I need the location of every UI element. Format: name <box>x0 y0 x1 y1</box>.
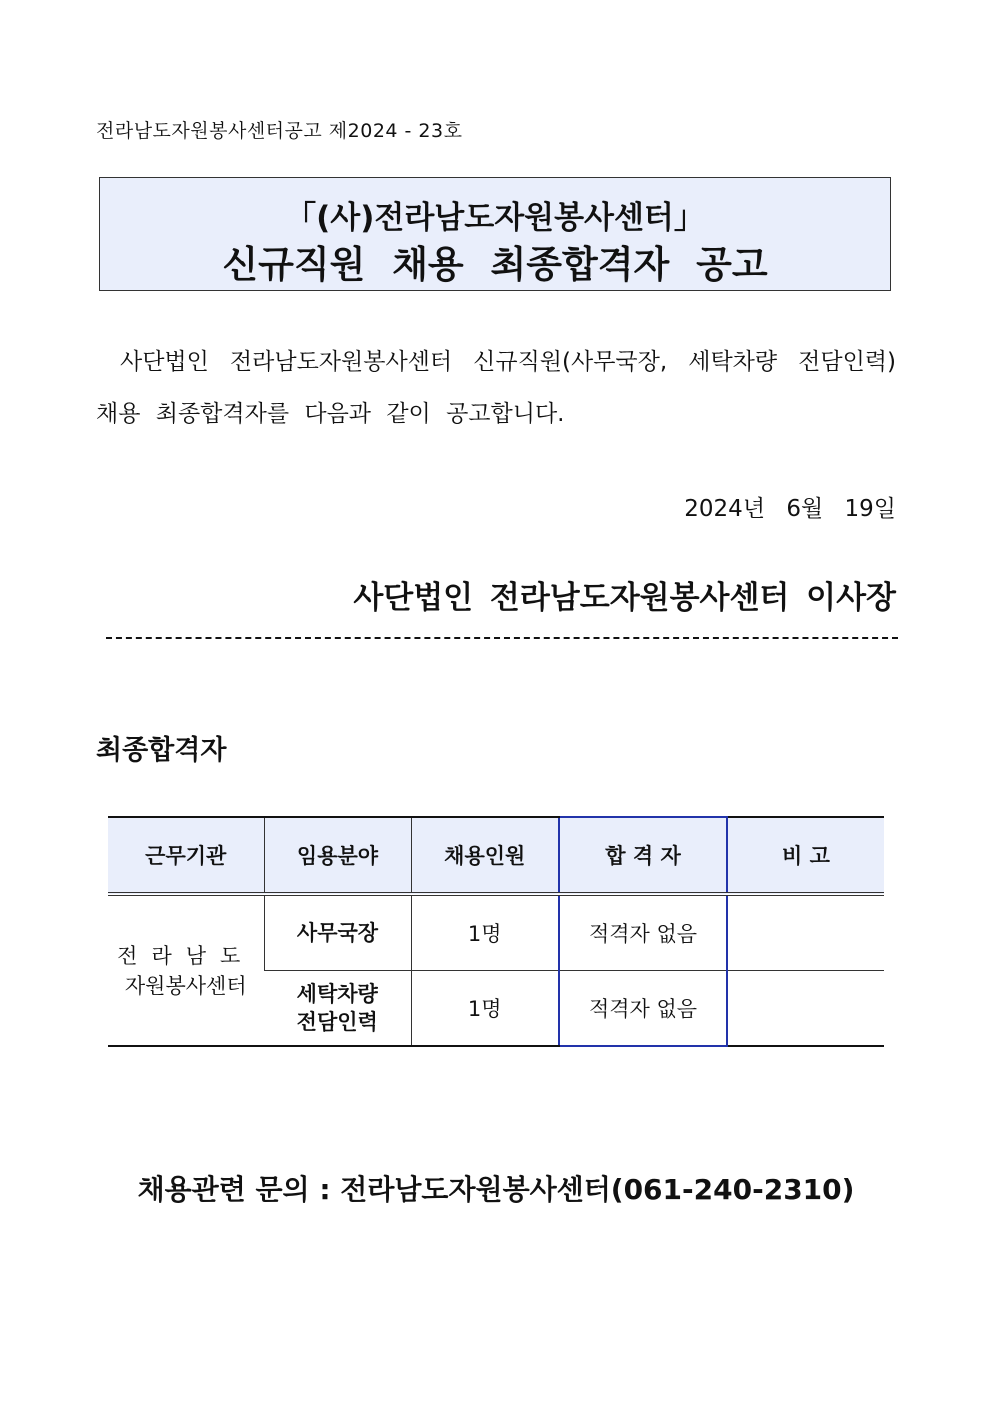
header-result: 합 격 자 <box>559 817 727 894</box>
title-main: 신규직원 채용 최종합격자 공고 <box>222 243 768 286</box>
field-cell <box>264 971 411 1047</box>
dashed-divider <box>106 637 898 639</box>
title-box <box>99 177 891 291</box>
org-cell <box>108 894 264 1046</box>
field-line-1: 세탁차량 <box>296 982 378 1006</box>
announcement-date: 2024년 6월 19일 <box>684 496 896 522</box>
count-cell: 1명 <box>411 971 559 1047</box>
note-cell <box>727 894 884 971</box>
header-note: 비 고 <box>727 817 884 894</box>
title-organization: 「(사)전라남도자원봉사센터」 <box>285 200 705 236</box>
table-row <box>108 894 884 971</box>
field-line-2: 전담인력 <box>296 1010 378 1034</box>
section-title: 최종합격자 <box>96 735 227 766</box>
result-table <box>108 816 884 1047</box>
signer: 사단법인 전라남도자원봉사센터 이사장 <box>353 580 896 616</box>
header-field: 임용분야 <box>264 817 411 894</box>
org-line-2: 자원봉사센터 <box>124 973 247 998</box>
count-cell: 1명 <box>411 894 559 971</box>
note-cell <box>727 971 884 1047</box>
field-cell: 사무국장 <box>264 894 411 971</box>
result-cell: 적격자 없음 <box>559 971 727 1047</box>
notice-number: 전라남도자원봉사센터공고 제2024 - 23호 <box>96 120 463 142</box>
intro-paragraph: 사단법인 전라남도자원봉사센터 신규직원(사무국장, 세탁차량 전담인력) 채용 최종합격자를 다음과 같이 공고합니다. <box>96 349 896 427</box>
org-line-1: 전라남도 <box>117 943 255 968</box>
result-cell: 적격자 없음 <box>559 894 727 971</box>
contact-info: 채용관련 문의 : 전라남도자원봉사센터(061-240-2310) <box>137 1173 855 1206</box>
header-count: 채용인원 <box>411 817 559 894</box>
header-org: 근무기관 <box>108 817 264 894</box>
table-header-row <box>108 817 884 894</box>
